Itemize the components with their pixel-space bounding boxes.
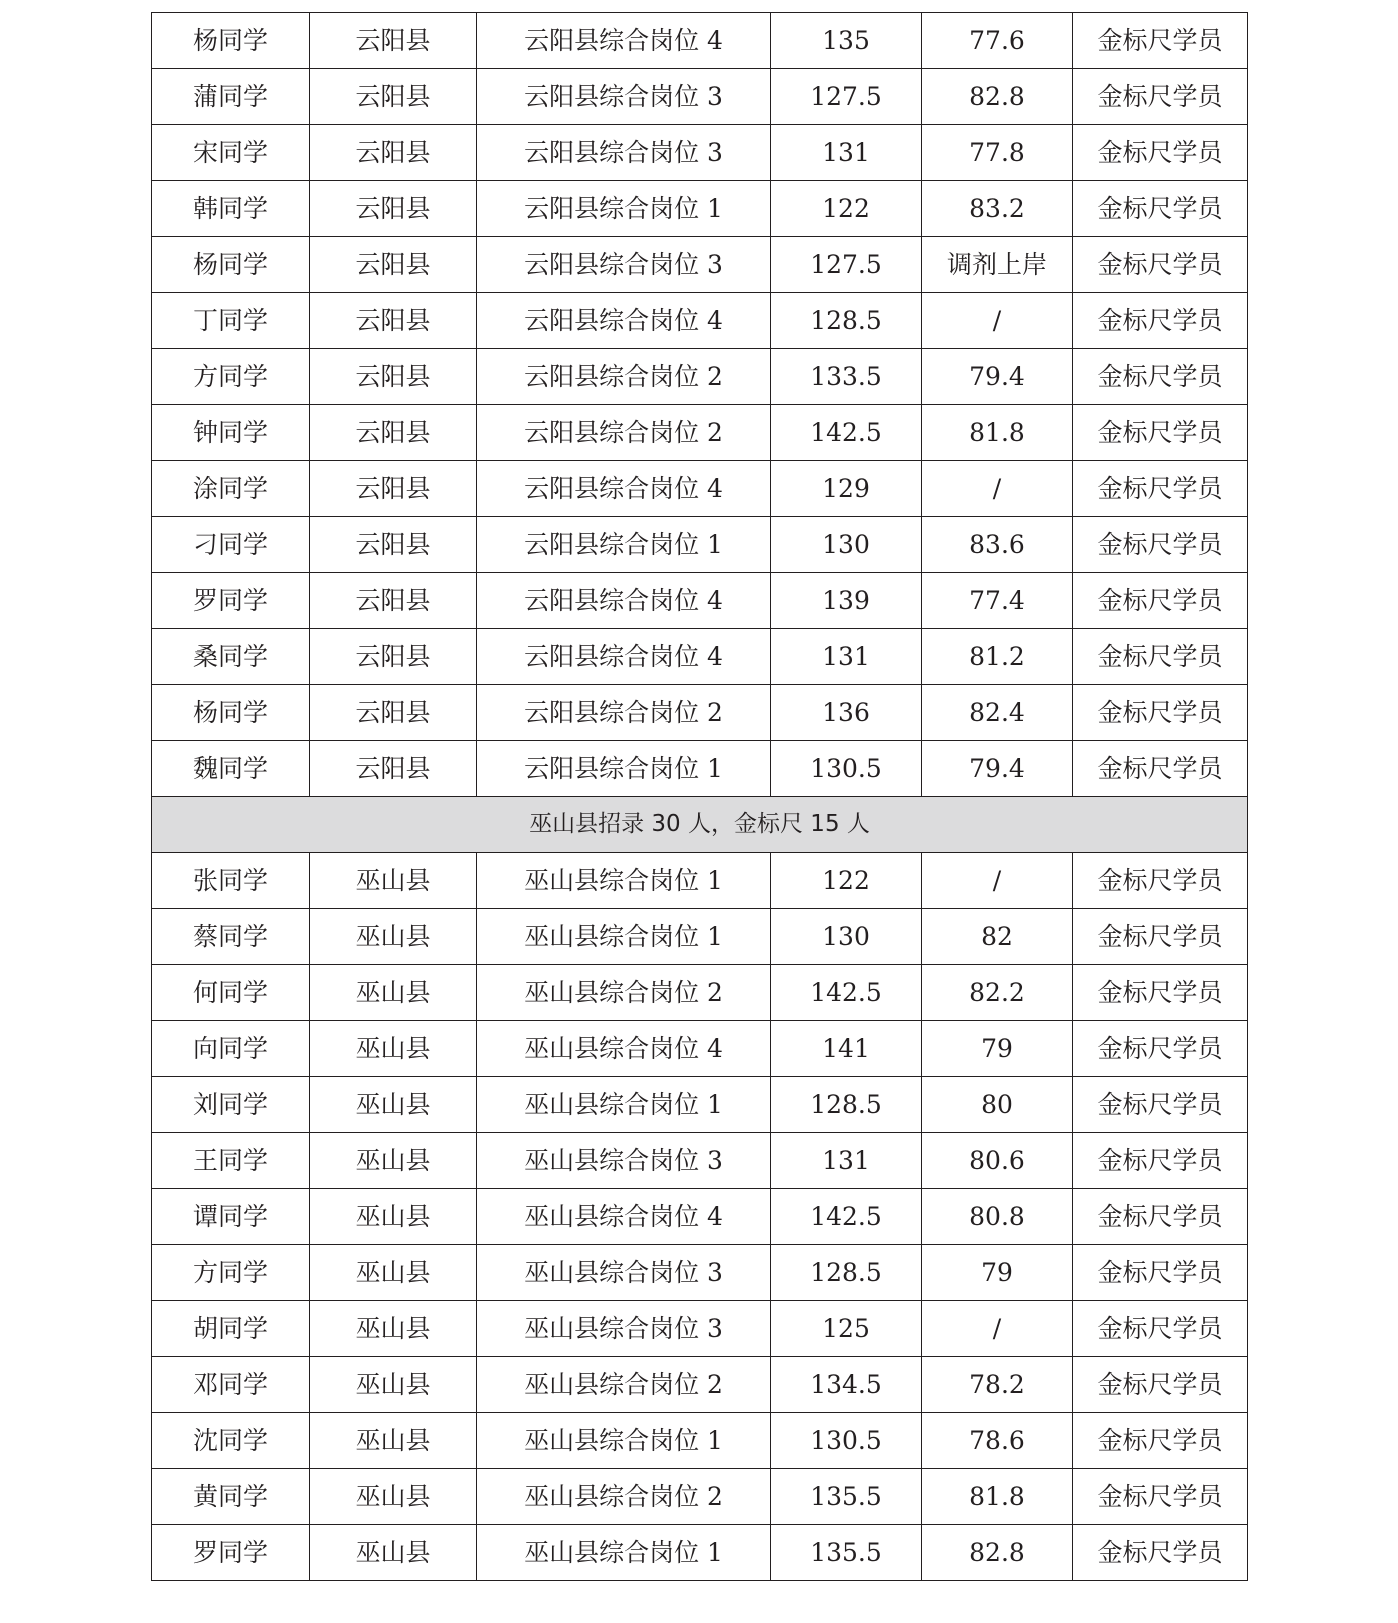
- position-cell: 巫山县综合岗位 1: [477, 1413, 771, 1469]
- interview-score-cell: 77.4: [922, 573, 1073, 629]
- student-name-cell: 邓同学: [152, 1357, 310, 1413]
- position-cell: 巫山县综合岗位 1: [477, 1077, 771, 1133]
- section-header-row: [152, 797, 1248, 853]
- table-row: [152, 629, 1248, 685]
- interview-score-cell: /: [922, 853, 1073, 909]
- student-name-cell: 杨同学: [152, 237, 310, 293]
- note-cell: 金标尺学员: [1073, 1077, 1248, 1133]
- position-cell: 云阳县综合岗位 4: [477, 13, 771, 69]
- interview-score-cell: 82.2: [922, 965, 1073, 1021]
- written-score-cell: 130.5: [771, 741, 922, 797]
- county-cell: 云阳县: [310, 181, 477, 237]
- position-cell: 巫山县综合岗位 3: [477, 1245, 771, 1301]
- note-cell: 金标尺学员: [1073, 965, 1248, 1021]
- student-name-cell: 王同学: [152, 1133, 310, 1189]
- written-score-cell: 128.5: [771, 1245, 922, 1301]
- table-row: [152, 461, 1248, 517]
- position-cell: 云阳县综合岗位 1: [477, 517, 771, 573]
- position-cell: 云阳县综合岗位 3: [477, 237, 771, 293]
- written-score-cell: 133.5: [771, 349, 922, 405]
- written-score-cell: 122: [771, 181, 922, 237]
- county-cell: 云阳县: [310, 741, 477, 797]
- note-cell: 金标尺学员: [1073, 237, 1248, 293]
- county-cell: 云阳县: [310, 629, 477, 685]
- student-name-cell: 方同学: [152, 349, 310, 405]
- written-score-cell: 139: [771, 573, 922, 629]
- position-cell: 巫山县综合岗位 2: [477, 965, 771, 1021]
- student-name-cell: 刁同学: [152, 517, 310, 573]
- table-row: [152, 1077, 1248, 1133]
- written-score-cell: 122: [771, 853, 922, 909]
- note-cell: 金标尺学员: [1073, 349, 1248, 405]
- position-cell: 云阳县综合岗位 4: [477, 461, 771, 517]
- position-cell: 巫山县综合岗位 2: [477, 1357, 771, 1413]
- interview-score-cell: 82.8: [922, 1525, 1073, 1581]
- written-score-cell: 134.5: [771, 1357, 922, 1413]
- results-table-body: [152, 13, 1248, 1581]
- student-name-cell: 张同学: [152, 853, 310, 909]
- position-cell: 云阳县综合岗位 4: [477, 573, 771, 629]
- county-cell: 巫山县: [310, 1189, 477, 1245]
- student-name-cell: 魏同学: [152, 741, 310, 797]
- written-score-cell: 141: [771, 1021, 922, 1077]
- interview-score-cell: 81.8: [922, 405, 1073, 461]
- note-cell: 金标尺学员: [1073, 853, 1248, 909]
- interview-score-cell: 78.6: [922, 1413, 1073, 1469]
- note-cell: 金标尺学员: [1073, 1245, 1248, 1301]
- position-cell: 云阳县综合岗位 1: [477, 181, 771, 237]
- note-cell: 金标尺学员: [1073, 741, 1248, 797]
- interview-score-cell: 80.6: [922, 1133, 1073, 1189]
- student-name-cell: 刘同学: [152, 1077, 310, 1133]
- interview-score-cell: 81.2: [922, 629, 1073, 685]
- student-name-cell: 蔡同学: [152, 909, 310, 965]
- written-score-cell: 135.5: [771, 1469, 922, 1525]
- written-score-cell: 135: [771, 13, 922, 69]
- table-row: [152, 909, 1248, 965]
- student-name-cell: 宋同学: [152, 125, 310, 181]
- interview-score-cell: 79: [922, 1021, 1073, 1077]
- county-cell: 巫山县: [310, 1525, 477, 1581]
- table-row: [152, 573, 1248, 629]
- note-cell: 金标尺学员: [1073, 405, 1248, 461]
- note-cell: 金标尺学员: [1073, 1021, 1248, 1077]
- county-cell: 巫山县: [310, 1245, 477, 1301]
- note-cell: 金标尺学员: [1073, 909, 1248, 965]
- table-row: [152, 1525, 1248, 1581]
- student-name-cell: 罗同学: [152, 1525, 310, 1581]
- county-cell: 云阳县: [310, 405, 477, 461]
- table-row: [152, 1469, 1248, 1525]
- note-cell: 金标尺学员: [1073, 125, 1248, 181]
- note-cell: 金标尺学员: [1073, 1133, 1248, 1189]
- student-name-cell: 杨同学: [152, 13, 310, 69]
- county-cell: 巫山县: [310, 853, 477, 909]
- note-cell: 金标尺学员: [1073, 629, 1248, 685]
- student-name-cell: 沈同学: [152, 1413, 310, 1469]
- position-cell: 云阳县综合岗位 2: [477, 685, 771, 741]
- position-cell: 巫山县综合岗位 3: [477, 1133, 771, 1189]
- table-row: [152, 1357, 1248, 1413]
- note-cell: 金标尺学员: [1073, 293, 1248, 349]
- interview-score-cell: 83.6: [922, 517, 1073, 573]
- table-row: [152, 13, 1248, 69]
- table-row: [152, 293, 1248, 349]
- interview-score-cell: /: [922, 1301, 1073, 1357]
- table-row: [152, 1189, 1248, 1245]
- note-cell: 金标尺学员: [1073, 1469, 1248, 1525]
- student-name-cell: 桑同学: [152, 629, 310, 685]
- interview-score-cell: 83.2: [922, 181, 1073, 237]
- interview-score-cell: 77.8: [922, 125, 1073, 181]
- student-name-cell: 谭同学: [152, 1189, 310, 1245]
- table-row: [152, 853, 1248, 909]
- table-row: [152, 1301, 1248, 1357]
- results-table: [151, 12, 1248, 1581]
- student-name-cell: 方同学: [152, 1245, 310, 1301]
- interview-score-cell: /: [922, 293, 1073, 349]
- written-score-cell: 131: [771, 125, 922, 181]
- student-name-cell: 何同学: [152, 965, 310, 1021]
- county-cell: 云阳县: [310, 573, 477, 629]
- county-cell: 云阳县: [310, 349, 477, 405]
- table-row: [152, 1133, 1248, 1189]
- note-cell: 金标尺学员: [1073, 517, 1248, 573]
- interview-score-cell: 81.8: [922, 1469, 1073, 1525]
- position-cell: 巫山县综合岗位 4: [477, 1021, 771, 1077]
- table-row: [152, 517, 1248, 573]
- section-header: 巫山县招录 30 人，金标尺 15 人: [152, 797, 1248, 853]
- note-cell: 金标尺学员: [1073, 573, 1248, 629]
- table-row: [152, 965, 1248, 1021]
- position-cell: 云阳县综合岗位 4: [477, 293, 771, 349]
- position-cell: 巫山县综合岗位 2: [477, 1469, 771, 1525]
- position-cell: 云阳县综合岗位 3: [477, 125, 771, 181]
- table-row: [152, 741, 1248, 797]
- student-name-cell: 杨同学: [152, 685, 310, 741]
- note-cell: 金标尺学员: [1073, 1301, 1248, 1357]
- interview-score-cell: 79: [922, 1245, 1073, 1301]
- county-cell: 巫山县: [310, 1021, 477, 1077]
- note-cell: 金标尺学员: [1073, 181, 1248, 237]
- table-row: [152, 1021, 1248, 1077]
- student-name-cell: 黄同学: [152, 1469, 310, 1525]
- interview-score-cell: 80.8: [922, 1189, 1073, 1245]
- county-cell: 巫山县: [310, 1301, 477, 1357]
- county-cell: 巫山县: [310, 1413, 477, 1469]
- written-score-cell: 127.5: [771, 237, 922, 293]
- position-cell: 云阳县综合岗位 2: [477, 405, 771, 461]
- interview-score-cell: 调剂上岸: [922, 237, 1073, 293]
- student-name-cell: 涂同学: [152, 461, 310, 517]
- student-name-cell: 蒲同学: [152, 69, 310, 125]
- note-cell: 金标尺学员: [1073, 685, 1248, 741]
- county-cell: 巫山县: [310, 909, 477, 965]
- table-row: [152, 1245, 1248, 1301]
- written-score-cell: 136: [771, 685, 922, 741]
- position-cell: 巫山县综合岗位 4: [477, 1189, 771, 1245]
- county-cell: 巫山县: [310, 1469, 477, 1525]
- county-cell: 巫山县: [310, 1133, 477, 1189]
- written-score-cell: 131: [771, 629, 922, 685]
- note-cell: 金标尺学员: [1073, 1357, 1248, 1413]
- position-cell: 云阳县综合岗位 2: [477, 349, 771, 405]
- county-cell: 云阳县: [310, 685, 477, 741]
- county-cell: 巫山县: [310, 1357, 477, 1413]
- written-score-cell: 127.5: [771, 69, 922, 125]
- student-name-cell: 钟同学: [152, 405, 310, 461]
- table-row: [152, 685, 1248, 741]
- position-cell: 云阳县综合岗位 3: [477, 69, 771, 125]
- county-cell: 云阳县: [310, 293, 477, 349]
- student-name-cell: 胡同学: [152, 1301, 310, 1357]
- interview-score-cell: 82: [922, 909, 1073, 965]
- table-row: [152, 1413, 1248, 1469]
- written-score-cell: 130: [771, 517, 922, 573]
- county-cell: 云阳县: [310, 461, 477, 517]
- table-row: [152, 237, 1248, 293]
- county-cell: 云阳县: [310, 237, 477, 293]
- table-row: [152, 181, 1248, 237]
- written-score-cell: 128.5: [771, 1077, 922, 1133]
- table-row: [152, 405, 1248, 461]
- interview-score-cell: /: [922, 461, 1073, 517]
- county-cell: 巫山县: [310, 965, 477, 1021]
- written-score-cell: 142.5: [771, 405, 922, 461]
- note-cell: 金标尺学员: [1073, 461, 1248, 517]
- county-cell: 云阳县: [310, 13, 477, 69]
- position-cell: 巫山县综合岗位 1: [477, 909, 771, 965]
- county-cell: 巫山县: [310, 1077, 477, 1133]
- written-score-cell: 129: [771, 461, 922, 517]
- position-cell: 巫山县综合岗位 1: [477, 1525, 771, 1581]
- interview-score-cell: 80: [922, 1077, 1073, 1133]
- written-score-cell: 142.5: [771, 1189, 922, 1245]
- written-score-cell: 130: [771, 909, 922, 965]
- written-score-cell: 130.5: [771, 1413, 922, 1469]
- position-cell: 巫山县综合岗位 1: [477, 853, 771, 909]
- county-cell: 云阳县: [310, 69, 477, 125]
- written-score-cell: 128.5: [771, 293, 922, 349]
- interview-score-cell: 79.4: [922, 741, 1073, 797]
- note-cell: 金标尺学员: [1073, 69, 1248, 125]
- table-row: [152, 125, 1248, 181]
- interview-score-cell: 77.6: [922, 13, 1073, 69]
- note-cell: 金标尺学员: [1073, 1525, 1248, 1581]
- student-name-cell: 丁同学: [152, 293, 310, 349]
- note-cell: 金标尺学员: [1073, 13, 1248, 69]
- written-score-cell: 125: [771, 1301, 922, 1357]
- student-name-cell: 罗同学: [152, 573, 310, 629]
- position-cell: 巫山县综合岗位 3: [477, 1301, 771, 1357]
- interview-score-cell: 79.4: [922, 349, 1073, 405]
- note-cell: 金标尺学员: [1073, 1413, 1248, 1469]
- written-score-cell: 142.5: [771, 965, 922, 1021]
- student-name-cell: 韩同学: [152, 181, 310, 237]
- written-score-cell: 131: [771, 1133, 922, 1189]
- interview-score-cell: 78.2: [922, 1357, 1073, 1413]
- student-name-cell: 向同学: [152, 1021, 310, 1077]
- position-cell: 云阳县综合岗位 1: [477, 741, 771, 797]
- note-cell: 金标尺学员: [1073, 1189, 1248, 1245]
- written-score-cell: 135.5: [771, 1525, 922, 1581]
- county-cell: 云阳县: [310, 125, 477, 181]
- table-row: [152, 349, 1248, 405]
- county-cell: 云阳县: [310, 517, 477, 573]
- interview-score-cell: 82.4: [922, 685, 1073, 741]
- table-row: [152, 69, 1248, 125]
- position-cell: 云阳县综合岗位 4: [477, 629, 771, 685]
- interview-score-cell: 82.8: [922, 69, 1073, 125]
